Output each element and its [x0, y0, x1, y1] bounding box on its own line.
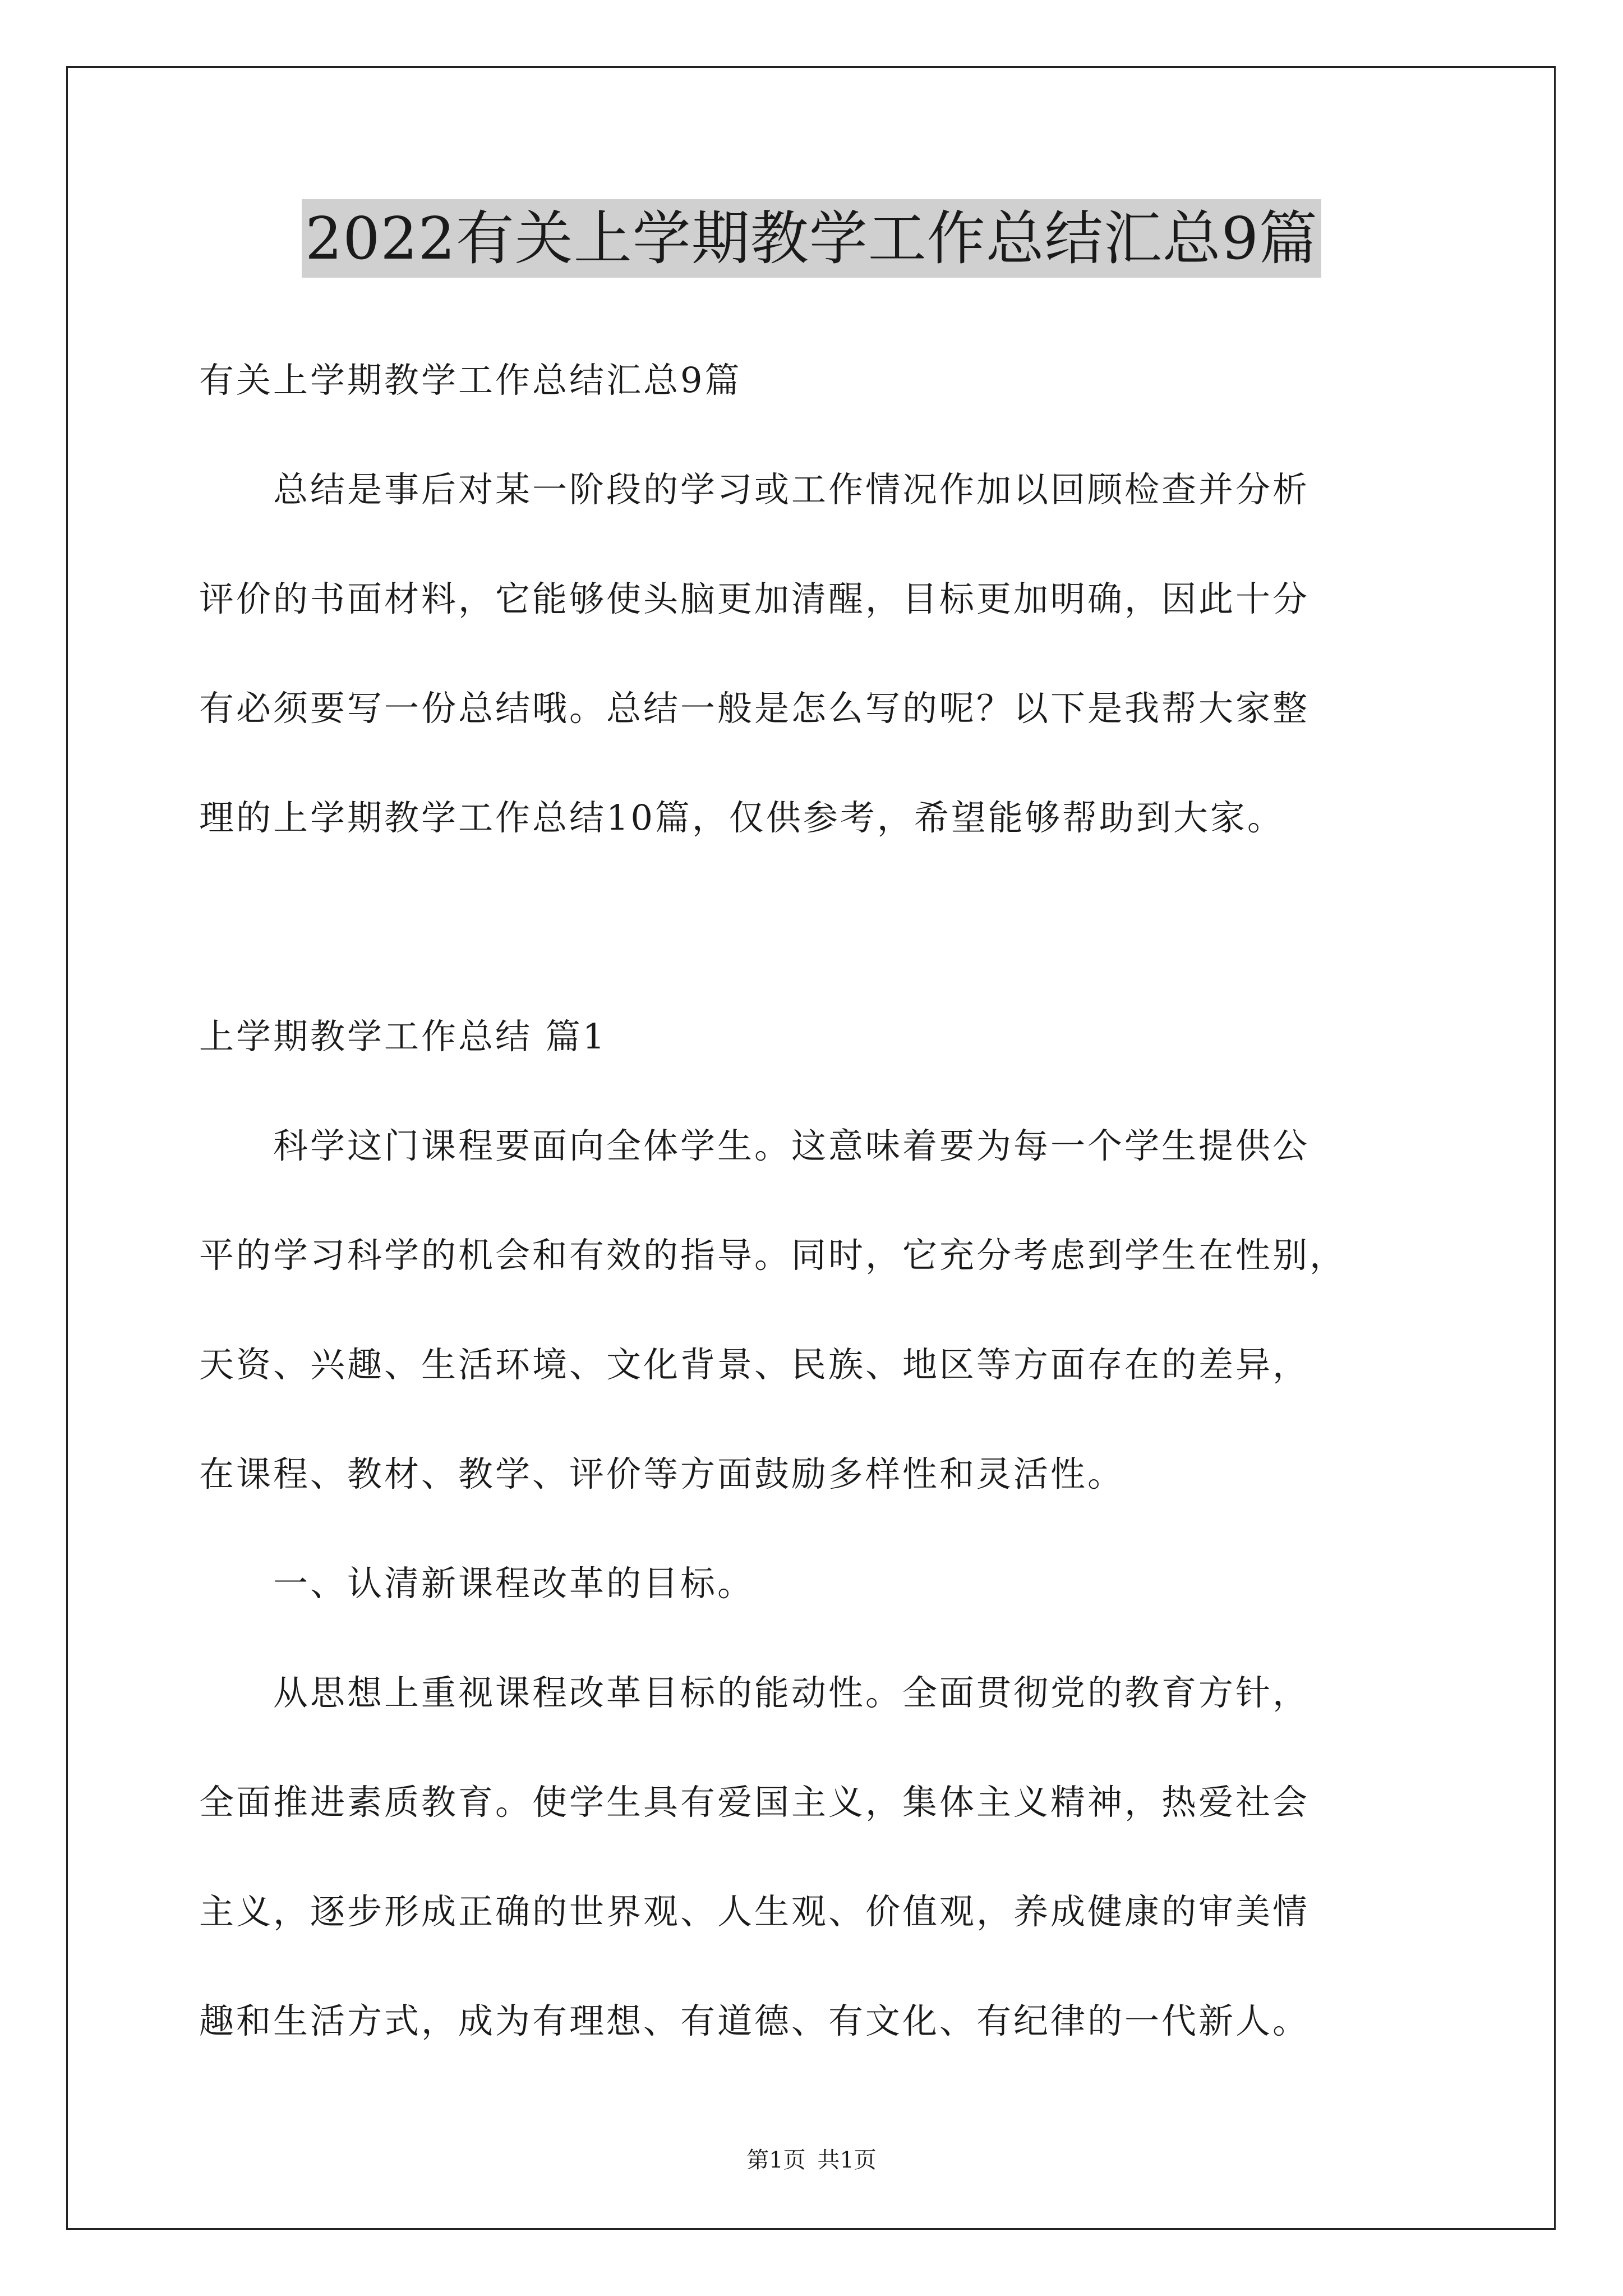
page-total: 共1页 — [817, 2147, 877, 2173]
paragraph-line: 平的学习科学的机会和有效的指导。同时，它充分考虑到学生在性别， — [199, 1235, 1347, 1276]
title-container — [0, 199, 1623, 278]
paragraph-line: 趣和生活方式，成为有理想、有道德、有文化、有纪律的一代新人。 — [199, 2000, 1310, 2041]
page-current: 第1页 — [746, 2147, 806, 2173]
paragraph-line: 评价的书面材料，它能够使头脑更加清醒，目标更加明确，因此十分 — [199, 578, 1310, 619]
paragraph-line: 理的上学期教学工作总结10篇，仅供参考，希望能够帮助到大家。 — [199, 797, 1284, 838]
page-footer — [0, 2146, 1623, 2174]
paragraph-line: 天资、兴趣、生活环境、文化背景、民族、地区等方面存在的差异， — [199, 1344, 1310, 1385]
paragraph-line: 全面推进素质教育。使学生具有爱国主义，集体主义精神，热爱社会 — [199, 1782, 1310, 1823]
document-title: 2022有关上学期教学工作总结汇总9篇 — [302, 199, 1321, 278]
subtitle-line: 有关上学期教学工作总结汇总9篇 — [199, 360, 742, 401]
paragraph-line: 在课程、教材、教学、评价等方面鼓励多样性和灵活性。 — [199, 1453, 1125, 1494]
paragraph-line: 总结是事后对某一阶段的学习或工作情况作加以回顾检查并分析 — [199, 469, 1310, 510]
paragraph-line: 科学这门课程要面向全体学生。这意味着要为每一个学生提供公 — [199, 1125, 1310, 1166]
paragraph-line: 从思想上重视课程改革目标的能动性。全面贯彻党的教育方针， — [199, 1672, 1310, 1713]
paragraph-line: 有必须要写一份总结哦。总结一般是怎么写的呢？以下是我帮大家整 — [199, 688, 1310, 729]
paragraph-line: 主义，逐步形成正确的世界观、人生观、价值观，养成健康的审美情 — [199, 1891, 1310, 1932]
section-heading: 上学期教学工作总结 篇1 — [199, 1016, 607, 1057]
subheading-line: 一、认清新课程改革的目标。 — [199, 1563, 755, 1604]
